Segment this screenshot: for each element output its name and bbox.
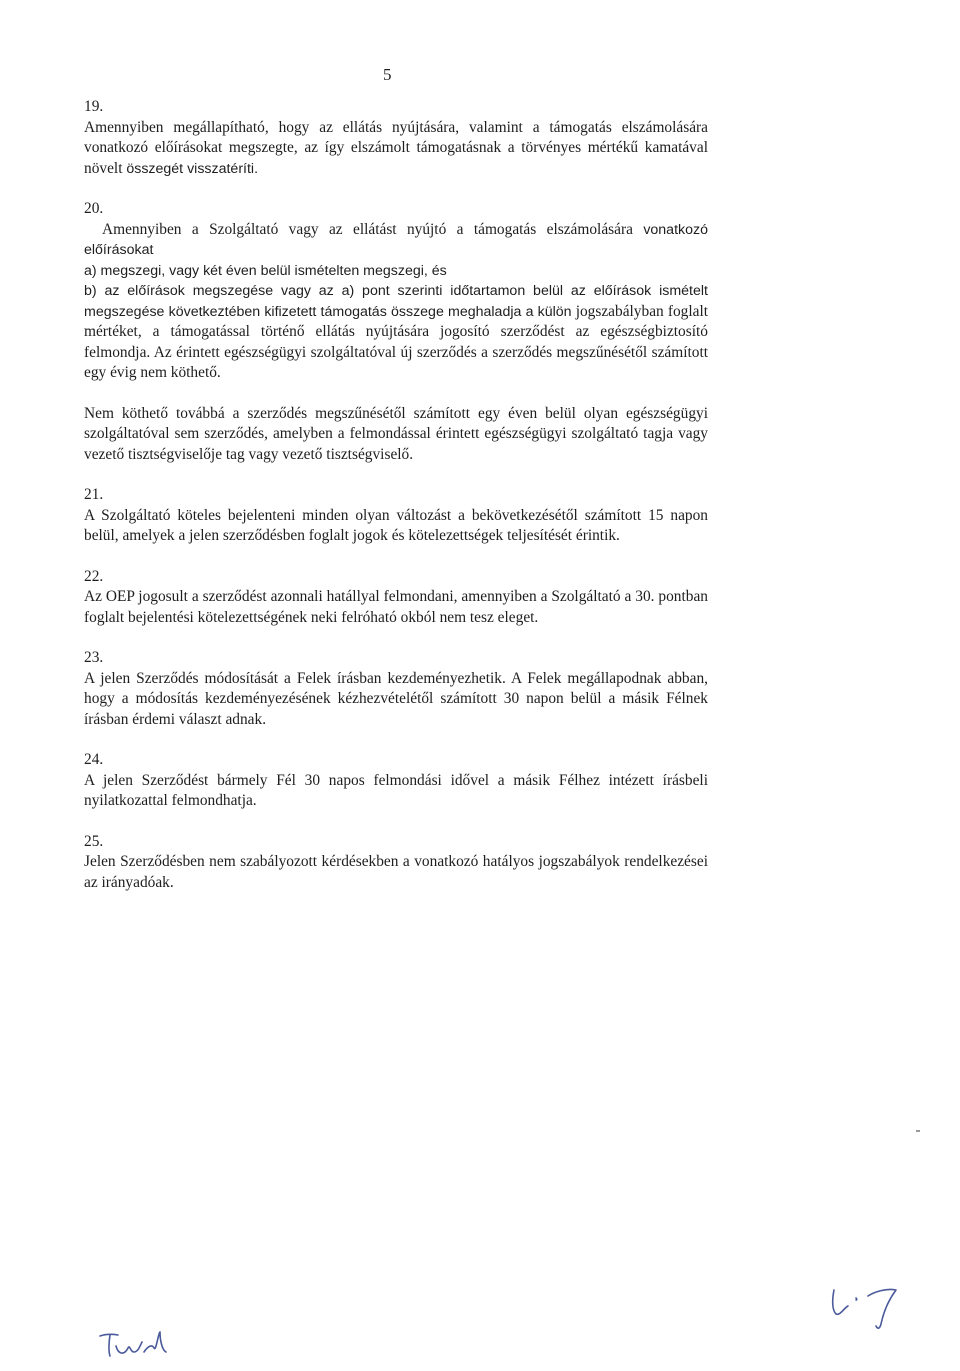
document-body [84,97,708,913]
section-text-part: b) az előírások megszegése vagy az a) pont szerinti időtartamon belül az előírások ismételt megszegése következtében kifizetett támogatás összege meghaladja a külön [84,283,708,320]
section-21 [84,485,708,547]
list-item-b [84,281,708,384]
section-number: 21. [84,486,104,503]
signature-initials-left [96,1326,176,1362]
section-number: 19. [84,98,104,115]
section-text: Az OEP jogosult a szerződést azonnali hatállyal felmondani, amennyiben a Szolgáltató a 30. pontban foglalt bejelentési kötelezettségének neki felróható okból nem tesz eleget. [84,588,708,626]
paragraph-gap [84,384,708,404]
section-text [84,220,708,261]
section-text-part: jogszabályban foglalt mértéket, a támogatással történő ellátás nyújtására jogosító szerződést az egészségbiztosító felmondja. Az érintett egészségügyi szolgáltatóval új szerződés a szerződés megszűnésétől számított egy évig nem köthető. [84,302,708,381]
section-text-part: Amennyiben a Szolgáltató vagy az ellátást nyújtó a támogatás elszámolására [102,220,633,238]
section-19 [84,97,708,179]
section-25 [84,832,708,894]
section-23 [84,648,708,730]
section-number: 22. [84,567,104,585]
scan-mark [916,1130,920,1132]
section-text-part: Amennyiben megállapítható, hogy az ellátás nyújtására, valamint a támogatás elszámolására vonatkozó előírásokat megszegte, az így elszámolt támogatásnak a törvényes mértékű kamatával növelt [84,118,708,177]
section-paragraph-2: Nem köthető továbbá a szerződés megszűnésétől számított egy éven belül olyan egészségügyi szolgáltatóval sem szerződés, amelyben a felmondással érintett egészségügyi szolgáltató tagja vagy vezető tisztségviselője tag vagy vezető tisztségviselő. [84,404,708,463]
section-text [84,118,708,180]
section-number: 24. [84,751,104,768]
section-20 [84,199,708,465]
list-item-a: a) megszegi, vagy két éven belül ismételten megszegi, és [84,262,447,279]
section-text: A Szolgáltató köteles bejelenteni minden olyan változást a bekövetkezésétől számított 15 napon belül, amelyek a jelen szerződésben foglalt jogok és kötelezettségek teljesítését érintik. [84,506,708,544]
signature-initials-right [826,1276,908,1334]
section-text-part: vonatkozó előírásokat [84,221,708,258]
section-number: 20. [84,200,104,217]
section-number: 25. [84,832,104,850]
section-text: A jelen Szerződés módosítását a Felek írásban kezdeményezhetik. A Felek megállapodnak abban, hogy a módosítás kezdeményezésének kézhezvételétől számított 30 napon belül a másik Félnek írásban érdemi választ adnak. [84,669,708,728]
section-number: 23. [84,649,104,666]
section-22 [84,567,708,629]
section-text-part: összegét visszatéríti. [126,160,259,177]
section-24 [84,750,708,812]
section-text: A jelen Szerződést bármely Fél 30 napos felmondási idővel a másik Félhez intézett írásbeli nyilatkozattal felmondhatja. [84,771,708,809]
section-text: Jelen Szerződésben nem szabályozott kérdésekben a vonatkozó hatályos jogszabályok rendelkezései az irányadóak. [84,853,708,891]
page-number: 5 [383,65,392,84]
